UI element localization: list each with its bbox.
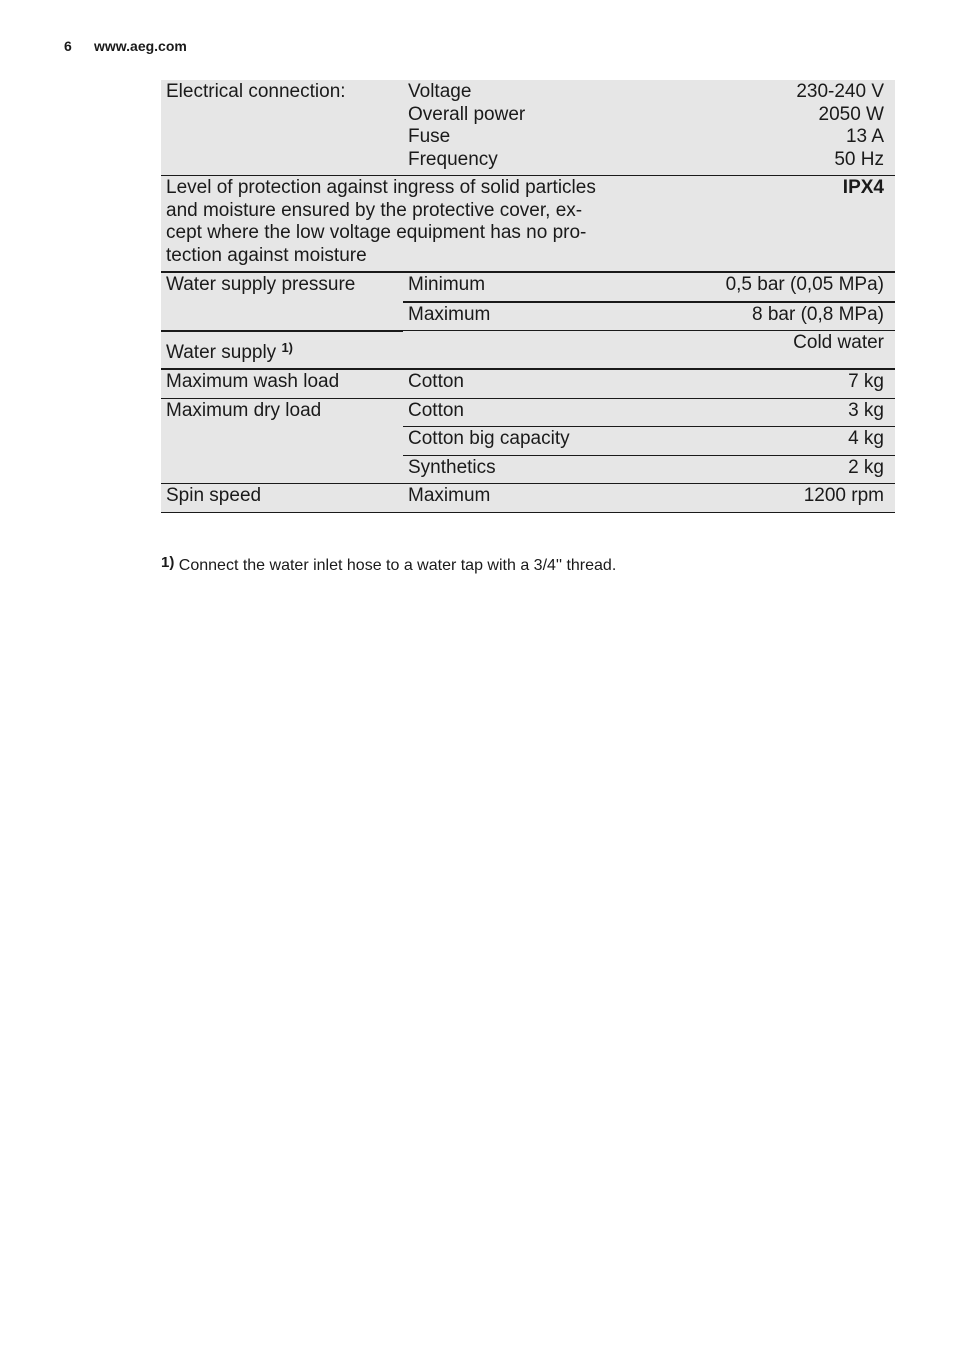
electrical-label: Electrical connection: — [161, 80, 403, 176]
table-row-dry-cotton — [161, 398, 895, 427]
spin-type: Maximum — [403, 484, 629, 513]
power-label: Overall power — [408, 103, 526, 125]
spin-value: 1200 rpm — [629, 484, 895, 513]
dry-load-value: 2 kg — [629, 455, 895, 484]
table-row-protection — [161, 176, 895, 273]
page-header — [64, 38, 187, 54]
website-link[interactable]: www.aeg.com — [94, 38, 187, 54]
table-row-electrical — [161, 80, 895, 176]
dry-load-type: Cotton big capacity — [403, 427, 629, 456]
table-row-pressure-min — [161, 272, 895, 302]
protection-label: Level of protection against ingress of solid particles and moisture ensured by the protective cover, ex- cept where the low voltage equipment has no pro- tection against moisture — [161, 176, 629, 273]
pressure-max-value: 8 bar (0,8 MPa) — [629, 302, 895, 331]
footnote-ref: 1) — [281, 339, 294, 355]
table-row-water-supply — [161, 331, 895, 370]
pressure-max-label: Maximum — [403, 302, 629, 331]
page-number: 6 — [64, 38, 72, 54]
voltage-value: 230-240 V — [796, 81, 884, 102]
power-value: 2050 W — [818, 103, 884, 125]
dry-load-value: 3 kg — [629, 398, 895, 427]
dry-load-type: Cotton — [403, 398, 629, 427]
water-supply-label: Water supply $^{1)}$ — [161, 331, 403, 370]
electrical-values — [629, 80, 895, 176]
frequency-label: Frequency — [408, 148, 498, 170]
technical-data-table — [161, 80, 895, 513]
electrical-names — [403, 80, 629, 176]
table-row-spin — [161, 484, 895, 513]
footnote — [161, 554, 616, 575]
dry-load-label: Maximum dry load — [161, 398, 403, 484]
voltage-label: Voltage — [408, 81, 472, 102]
footnote-text: Connect the water inlet hose to a water tap with a 3/4'' thread. — [178, 557, 617, 574]
frequency-value: 50 Hz — [834, 148, 884, 170]
dry-load-value: 4 kg — [629, 427, 895, 456]
wash-load-type: Cotton — [403, 369, 629, 398]
water-pressure-label: Water supply pressure — [161, 272, 403, 331]
fuse-value: 13 A — [845, 126, 884, 147]
table-row-wash-load — [161, 369, 895, 398]
protection-value: IPX4 — [629, 176, 895, 273]
dry-load-type: Synthetics — [403, 455, 629, 484]
water-supply-value: Cold water — [629, 331, 895, 370]
spin-label: Spin speed — [161, 484, 403, 513]
wash-load-label: Maximum wash load — [161, 369, 403, 398]
wash-load-value: 7 kg — [629, 369, 895, 398]
pressure-min-value: 0,5 bar (0,05 MPa) — [629, 272, 895, 302]
footnote-mark: 1) — [161, 554, 175, 571]
fuse-label: Fuse — [408, 126, 451, 147]
pressure-min-label: Minimum — [403, 272, 629, 302]
